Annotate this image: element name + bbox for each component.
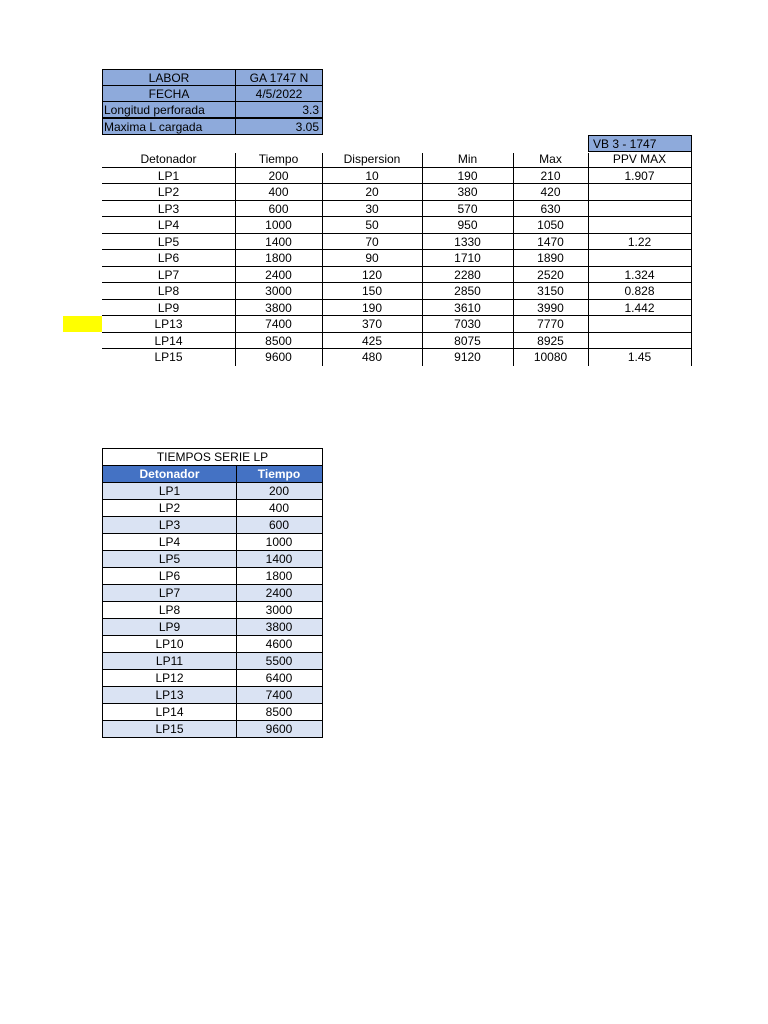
cell-detonador: LP13: [154, 317, 183, 331]
cell-ppv-max: 1.907: [624, 168, 655, 183]
column-divider: [588, 153, 589, 366]
table-row: [102, 234, 691, 251]
table-row: [103, 687, 322, 704]
cell-dispersion: 190: [361, 300, 383, 315]
cell-min: 2850: [454, 284, 481, 298]
column-divider: [236, 704, 237, 721]
cell-detonador: LP7: [158, 586, 181, 600]
cell-max: 210: [540, 168, 561, 183]
cell-detonador: LP6: [158, 569, 181, 583]
column-divider: [236, 670, 237, 687]
cell-tiempo: 1400: [265, 234, 292, 249]
cell-dispersion: 150: [361, 284, 383, 298]
cell-ppv-max: [588, 184, 691, 200]
cell-ppv-max: 1.442: [624, 300, 655, 315]
cell-detonador: LP10: [155, 637, 184, 651]
header-dispersion: Dispersion: [343, 152, 401, 166]
cell-tiempo: 600: [268, 518, 290, 532]
cell-min: 570: [457, 201, 478, 216]
cell-detonador: LP9: [157, 300, 180, 315]
cell-tiempo: 3800: [265, 300, 292, 315]
cell-min: 950: [457, 218, 478, 232]
main-header-row: [102, 151, 691, 168]
table-row: [102, 250, 691, 267]
cell-tiempo: 1000: [265, 535, 293, 549]
table-row: [102, 184, 691, 201]
longitud-value: 3.3: [235, 101, 323, 118]
cell-detonador: LP8: [157, 284, 180, 298]
column-divider: [236, 687, 237, 704]
cell-detonador: LP6: [157, 251, 180, 265]
header-ppv-max: PPV MAX: [612, 152, 667, 166]
table-row: [103, 670, 322, 687]
column-divider: [236, 500, 237, 517]
table-row: [103, 500, 322, 517]
cell-dispersion: 90: [365, 251, 379, 265]
cell-max: 3990: [537, 300, 564, 315]
cell-tiempo: 400: [268, 185, 289, 199]
table-row: [102, 316, 691, 333]
column-divider: [236, 466, 237, 483]
cell-max: 630: [540, 201, 561, 216]
cell-max: 1470: [537, 234, 564, 249]
table-row: [103, 483, 322, 500]
table-row: [103, 653, 322, 670]
table-row: [102, 168, 691, 185]
cell-detonador: LP2: [158, 501, 181, 515]
column-divider: [236, 568, 237, 585]
series-table-frame: [102, 448, 323, 738]
cell-tiempo: 7400: [265, 317, 292, 331]
cell-tiempo: 4600: [265, 637, 293, 651]
cell-ppv-max: [588, 333, 691, 349]
cell-dispersion: 120: [361, 267, 383, 282]
table-row: [103, 721, 322, 737]
cell-detonador: LP7: [157, 267, 180, 282]
column-divider: [513, 153, 514, 366]
cell-min: 9120: [454, 350, 481, 364]
labor-value: GA 1747 N: [235, 69, 323, 86]
cell-detonador: LP4: [158, 535, 181, 549]
header-tiempo: Tiempo: [257, 467, 301, 481]
highlight-cell: [63, 316, 102, 332]
cell-tiempo: 200: [268, 168, 289, 183]
table-row: [102, 300, 691, 317]
cell-ppv-max: [588, 250, 691, 266]
cell-dispersion: 370: [361, 317, 383, 331]
cell-tiempo: 5500: [265, 654, 293, 668]
cell-dispersion: 425: [361, 333, 383, 348]
column-divider: [236, 483, 237, 500]
cell-dispersion: 30: [365, 201, 379, 216]
series-title: TIEMPOS SERIE LP: [103, 449, 322, 466]
cell-dispersion: 70: [365, 234, 379, 249]
cell-detonador: LP4: [157, 218, 180, 232]
cell-detonador: LP1: [157, 168, 180, 183]
cell-max: 1050: [537, 218, 564, 232]
table-row: [103, 704, 322, 721]
cell-min: 2280: [454, 267, 481, 282]
cell-max: 1890: [537, 251, 564, 265]
column-divider: [236, 517, 237, 534]
cell-max: 10080: [533, 350, 568, 364]
cell-detonador: LP11: [155, 654, 184, 668]
cell-ppv-max: 1.45: [627, 350, 652, 364]
cell-detonador: LP1: [158, 484, 181, 498]
cell-tiempo: 8500: [265, 333, 292, 348]
cell-ppv-max: [588, 316, 691, 332]
column-divider: [236, 721, 237, 738]
cell-min: 190: [457, 168, 478, 183]
header-min: Min: [457, 152, 478, 166]
cell-tiempo: 6400: [265, 671, 293, 685]
table-row: [102, 333, 691, 350]
cell-detonador: LP8: [158, 603, 181, 617]
cell-dispersion: 480: [361, 350, 383, 364]
cell-min: 380: [457, 185, 478, 199]
cell-dispersion: 20: [365, 185, 379, 199]
header-detonador: Detonador: [140, 152, 197, 166]
cell-tiempo: 600: [268, 201, 289, 216]
cell-ppv-max: 1.22: [627, 234, 652, 249]
cell-min: 8075: [454, 333, 481, 348]
cell-ppv-max: 1.324: [624, 267, 655, 282]
table-row: [102, 201, 691, 218]
cell-tiempo: 3000: [265, 284, 292, 298]
cell-max: 7770: [537, 317, 564, 331]
fecha-label: FECHA: [102, 85, 236, 102]
cell-tiempo: 1800: [265, 251, 292, 265]
cell-max: 2520: [537, 267, 564, 282]
longitud-label: Longitud perforada: [102, 101, 236, 118]
cell-tiempo: 7400: [265, 688, 293, 702]
table-row: [103, 602, 322, 619]
header-detonador: Detonador: [139, 467, 200, 481]
table-row: [103, 517, 322, 534]
column-divider: [236, 653, 237, 670]
cell-detonador: LP13: [155, 688, 184, 702]
cell-min: 1710: [454, 251, 481, 265]
cell-detonador: LP15: [155, 722, 184, 736]
cell-tiempo: 3000: [265, 603, 293, 617]
table-row: [103, 534, 322, 551]
table-row: [102, 349, 691, 366]
column-divider: [236, 602, 237, 619]
cell-dispersion: 10: [365, 168, 379, 183]
cell-tiempo: 1000: [265, 218, 292, 232]
column-divider: [322, 153, 323, 366]
table-row: [102, 217, 691, 234]
table-row: [103, 585, 322, 602]
cell-detonador: LP14: [155, 705, 184, 719]
header-tiempo: Tiempo: [258, 152, 299, 166]
cell-detonador: LP5: [157, 234, 180, 249]
cell-detonador: LP15: [154, 350, 183, 364]
column-divider: [235, 153, 236, 366]
column-divider: [236, 585, 237, 602]
cell-ppv-max: 0.828: [624, 284, 655, 298]
cell-max: 420: [540, 185, 561, 199]
cell-tiempo: 3800: [265, 620, 293, 634]
cell-detonador: LP3: [158, 518, 181, 532]
table-row: [103, 568, 322, 585]
fecha-value: 4/5/2022: [235, 85, 323, 102]
cell-ppv-max: [588, 201, 691, 217]
table-row: [103, 551, 322, 568]
cell-max: 3150: [537, 284, 564, 298]
cell-tiempo: 8500: [265, 705, 293, 719]
series-header-row: [103, 466, 322, 483]
table-row: [102, 267, 691, 284]
cell-dispersion: 50: [365, 218, 379, 232]
cell-detonador: LP3: [157, 201, 180, 216]
cell-tiempo: 1800: [265, 569, 293, 583]
cell-min: 1330: [454, 234, 481, 249]
column-divider: [236, 534, 237, 551]
header-max: Max: [539, 152, 562, 166]
column-divider: [422, 153, 423, 366]
cell-tiempo: 200: [268, 484, 290, 498]
table-row: [102, 283, 691, 300]
cell-tiempo: 9600: [265, 350, 292, 364]
table-row: [103, 636, 322, 653]
maxima-label: Maxima L cargada: [102, 118, 236, 135]
column-divider: [236, 619, 237, 636]
cell-tiempo: 400: [268, 501, 290, 515]
column-divider: [236, 636, 237, 653]
column-divider: [236, 551, 237, 568]
cell-detonador: LP2: [157, 185, 180, 199]
vb-label: VB 3 - 1747: [588, 135, 692, 152]
column-divider: [691, 151, 692, 366]
cell-max: 8925: [537, 333, 564, 348]
table-row: [103, 619, 322, 636]
maxima-value: 3.05: [235, 118, 323, 135]
cell-detonador: LP14: [154, 333, 183, 348]
labor-label: LABOR: [102, 69, 236, 86]
cell-tiempo: 2400: [265, 267, 292, 282]
cell-detonador: LP5: [158, 552, 181, 566]
cell-tiempo: 9600: [265, 722, 293, 736]
cell-tiempo: 1400: [265, 552, 293, 566]
cell-detonador: LP12: [155, 671, 184, 685]
cell-detonador: LP9: [158, 620, 181, 634]
cell-min: 3610: [454, 300, 481, 315]
cell-min: 7030: [454, 317, 481, 331]
cell-tiempo: 2400: [265, 586, 293, 600]
cell-ppv-max: [588, 217, 691, 233]
